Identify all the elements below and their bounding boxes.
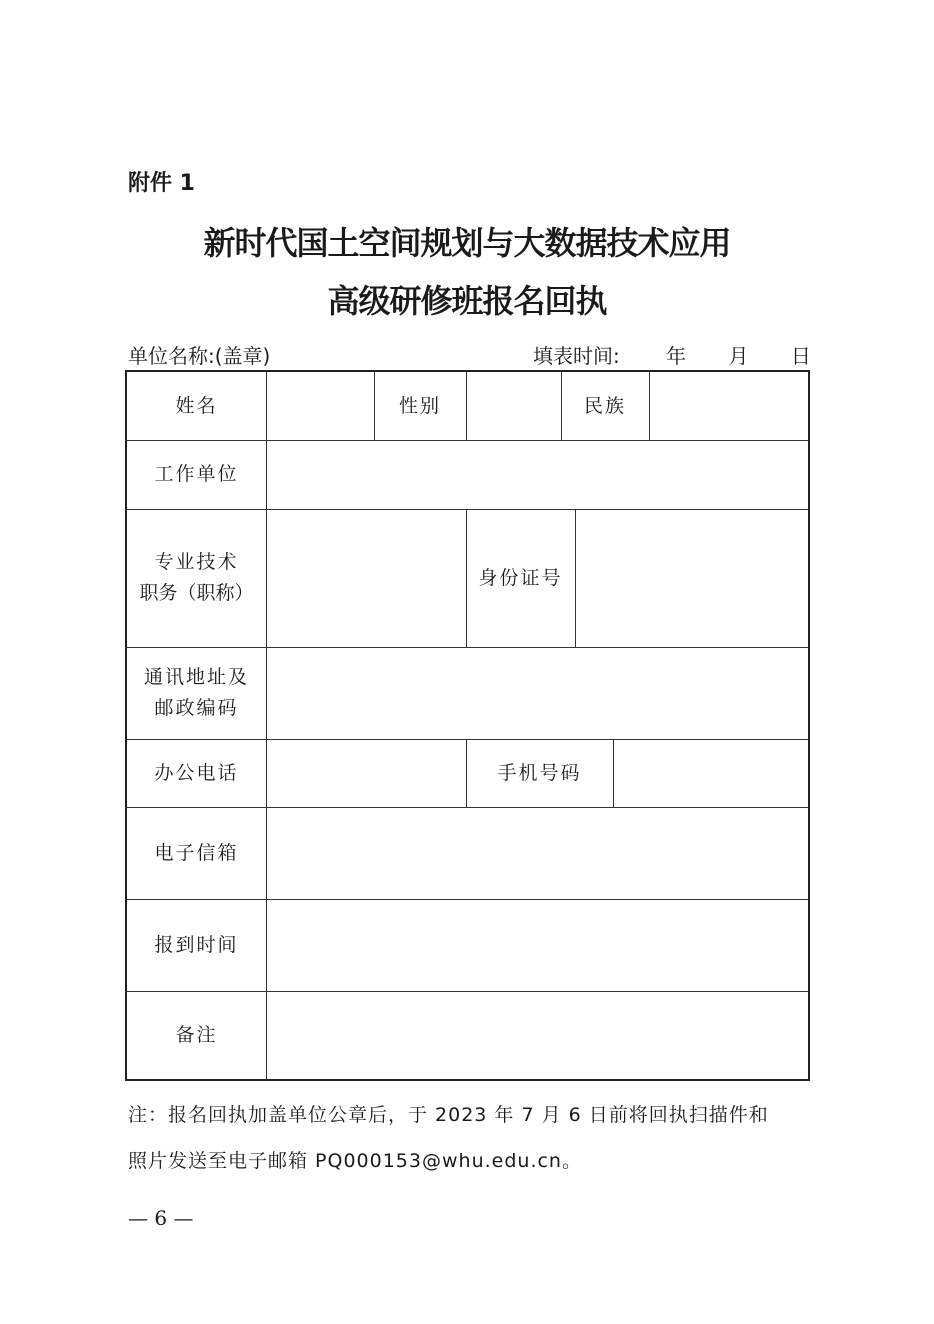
professional-title-label-line2: 职务（职称）	[139, 582, 254, 604]
date-year-label: 年	[666, 344, 687, 368]
page-title: 新时代国土空间规划与大数据技术应用	[203, 224, 731, 262]
name-field[interactable]	[266, 372, 374, 440]
id-number-field[interactable]	[575, 509, 808, 647]
mobile-label: 手机号码	[497, 761, 582, 784]
name-label: 姓名	[175, 394, 218, 417]
workplace-field[interactable]	[266, 440, 808, 509]
registration-form-table	[125, 370, 810, 1081]
unit-name-label: 单位名称:(盖章)	[128, 344, 271, 368]
ethnicity-label: 民族	[583, 394, 626, 417]
note-line-2: 照片发送至电子邮箱 PQ000153@whu.edu.cn。	[128, 1150, 582, 1172]
attachment-label: 附件 1	[128, 171, 195, 196]
id-number-label: 身份证号	[478, 566, 563, 589]
office-phone-field[interactable]	[266, 739, 466, 807]
remarks-label: 备注	[175, 1023, 218, 1046]
page-number: — 6 —	[128, 1206, 194, 1230]
address-field[interactable]	[266, 647, 808, 739]
email-label: 电子信箱	[154, 841, 239, 864]
address-label	[127, 647, 266, 739]
gender-label: 性别	[398, 394, 441, 417]
professional-title-label	[127, 509, 266, 647]
workplace-label: 工作单位	[154, 463, 239, 485]
professional-title-field[interactable]	[266, 509, 466, 647]
page-subtitle: 高级研修班报名回执	[327, 282, 607, 320]
remarks-field[interactable]	[266, 991, 808, 1079]
office-phone-label: 办公电话	[154, 761, 239, 784]
email-field[interactable]	[266, 807, 808, 899]
date-month-label: 月	[728, 344, 749, 368]
arrival-time-field[interactable]	[266, 899, 808, 991]
note-line-1: 注：报名回执加盖单位公章后，于 2023 年 7 月 6 日前将回执扫描件和	[128, 1104, 769, 1126]
fill-date-label: 填表时间:	[533, 344, 620, 368]
ethnicity-field[interactable]	[649, 372, 808, 440]
mobile-field[interactable]	[613, 739, 808, 807]
fill-date	[533, 340, 811, 369]
address-label-line1: 通讯地址及	[143, 666, 249, 688]
gender-field[interactable]	[466, 372, 561, 440]
address-label-line2: 邮政编码	[154, 697, 239, 719]
arrival-time-label: 报到时间	[154, 933, 239, 956]
professional-title-label-line1: 专业技术	[154, 551, 239, 573]
date-day-label: 日	[790, 344, 811, 368]
